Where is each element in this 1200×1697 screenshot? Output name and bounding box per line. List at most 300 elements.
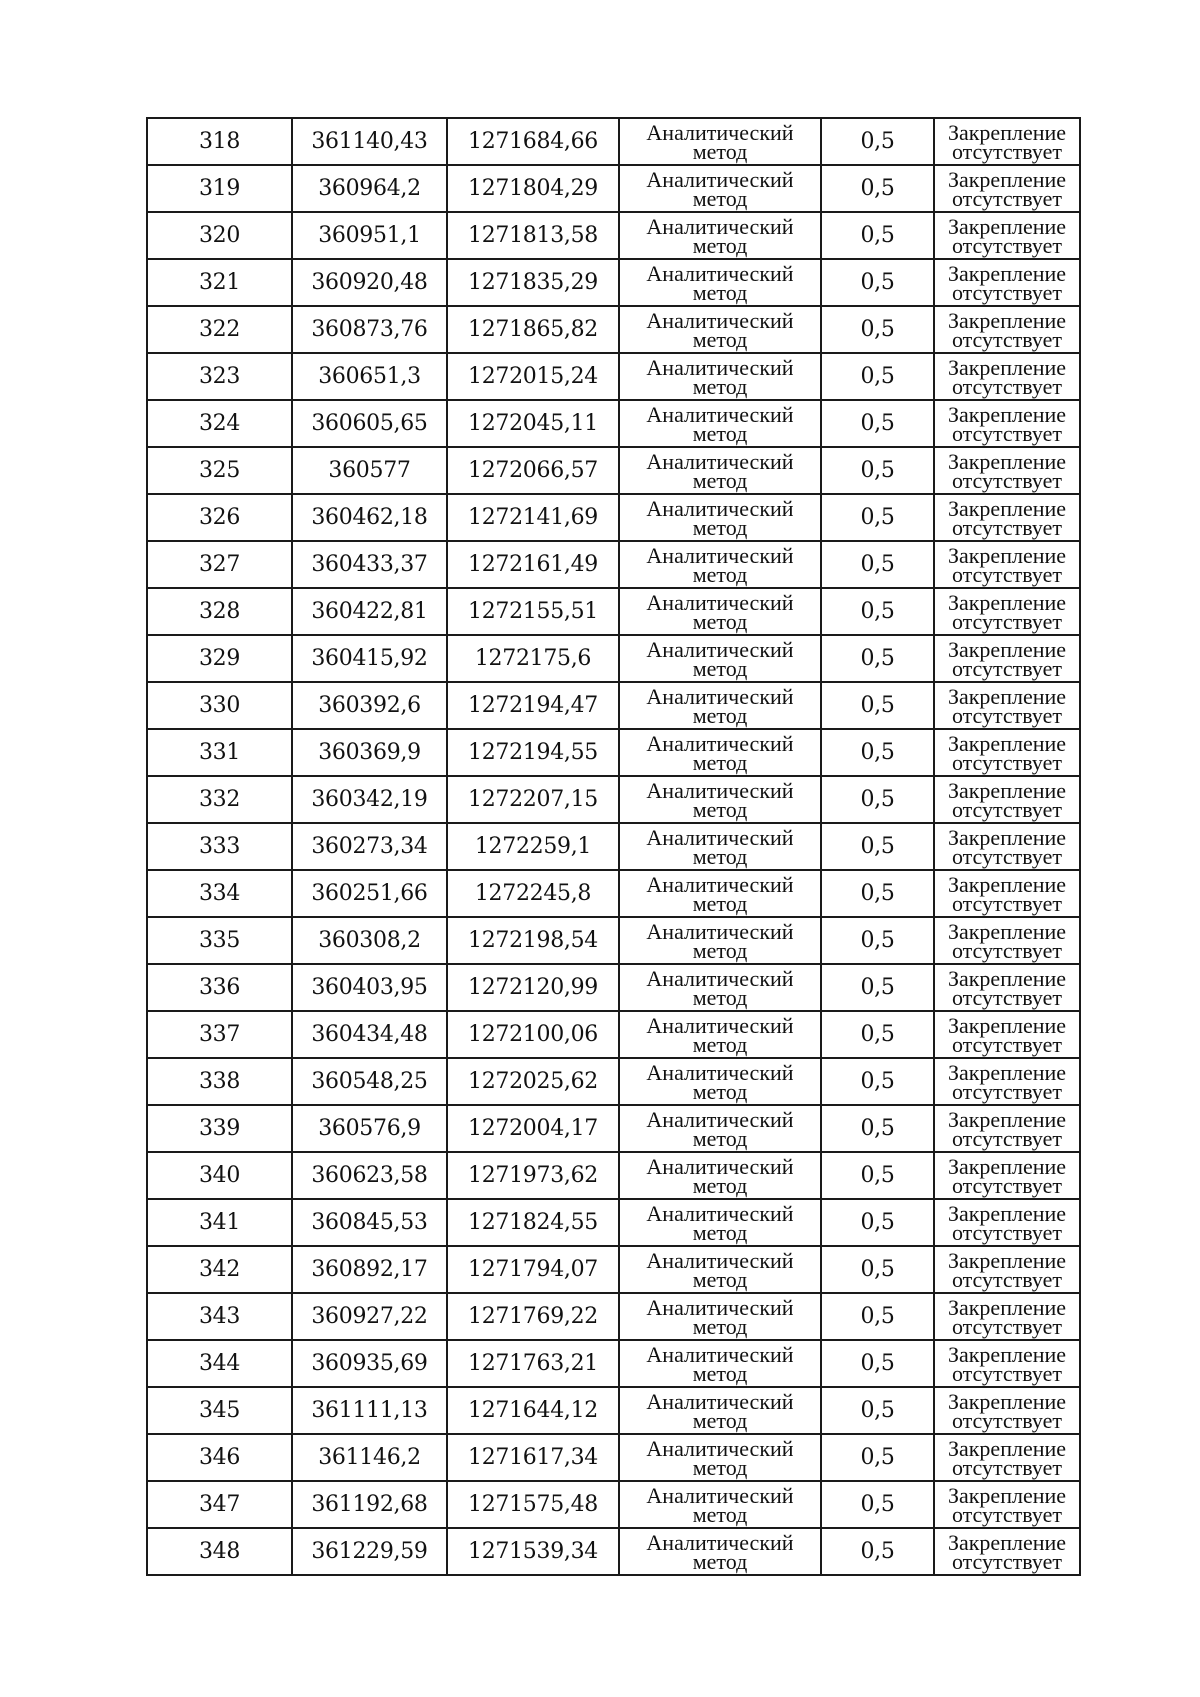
x-coordinate-cell: 360651,3: [292, 353, 447, 400]
accuracy-cell: 0,5: [821, 353, 934, 400]
fixing-cell: [934, 964, 1080, 1011]
table-row: [147, 1058, 1080, 1105]
table-row: [147, 1152, 1080, 1199]
method-line-1: Аналитический: [646, 542, 794, 568]
point-number-cell: 330: [147, 682, 292, 729]
fixing-cell: [934, 1246, 1080, 1293]
fixing-line-2: отсутствует: [951, 1360, 1063, 1386]
x-coordinate-cell: 360415,92: [292, 635, 447, 682]
table-row: [147, 1199, 1080, 1246]
accuracy-cell: 0,5: [821, 1011, 934, 1058]
fixing-line-1: Закрепление: [947, 730, 1067, 756]
method-cell: [619, 682, 821, 729]
accuracy-cell: 0,5: [821, 541, 934, 588]
table-row: [147, 729, 1080, 776]
accuracy-cell: 0,5: [821, 1340, 934, 1387]
point-number-cell: 329: [147, 635, 292, 682]
table-row: [147, 212, 1080, 259]
method-line-2: метод: [692, 279, 748, 305]
x-coordinate-cell: 360605,65: [292, 400, 447, 447]
y-coordinate-cell: 1271539,34: [447, 1528, 619, 1575]
table-row: [147, 541, 1080, 588]
table-row: [147, 1340, 1080, 1387]
fixing-line-2: отсутствует: [951, 420, 1063, 446]
y-coordinate-cell: 1271824,55: [447, 1199, 619, 1246]
point-number-cell: 328: [147, 588, 292, 635]
accuracy-cell: 0,5: [821, 1434, 934, 1481]
y-coordinate-cell: 1272004,17: [447, 1105, 619, 1152]
x-coordinate-cell: 361111,13: [292, 1387, 447, 1434]
fixing-line-1: Закрепление: [947, 260, 1067, 286]
method-line-2: метод: [692, 467, 748, 493]
fixing-line-1: Закрепление: [947, 918, 1067, 944]
method-cell: [619, 917, 821, 964]
method-line-1: Аналитический: [646, 1482, 794, 1508]
point-number-cell: 333: [147, 823, 292, 870]
fixing-cell: [934, 494, 1080, 541]
accuracy-cell: 0,5: [821, 494, 934, 541]
accuracy-cell: 0,5: [821, 870, 934, 917]
x-coordinate-cell: 360576,9: [292, 1105, 447, 1152]
method-line-1: Аналитический: [646, 166, 794, 192]
fixing-line-1: Закрепление: [947, 1059, 1067, 1085]
method-line-1: Аналитический: [646, 730, 794, 756]
accuracy-cell: 0,5: [821, 1199, 934, 1246]
method-cell: [619, 212, 821, 259]
x-coordinate-cell: 360548,25: [292, 1058, 447, 1105]
fixing-line-1: Закрепление: [947, 1388, 1067, 1414]
method-line-2: метод: [692, 232, 748, 258]
x-coordinate-cell: 360403,95: [292, 964, 447, 1011]
method-line-2: метод: [692, 420, 748, 446]
method-line-1: Аналитический: [646, 1012, 794, 1038]
x-coordinate-cell: 360462,18: [292, 494, 447, 541]
x-coordinate-cell: 360935,69: [292, 1340, 447, 1387]
fixing-line-1: Закрепление: [947, 777, 1067, 803]
method-line-2: метод: [692, 1125, 748, 1151]
point-number-cell: 323: [147, 353, 292, 400]
method-line-2: метод: [692, 1360, 748, 1386]
fixing-line-1: Закрепление: [947, 1294, 1067, 1320]
fixing-line-1: Закрепление: [947, 307, 1067, 333]
method-line-1: Аналитический: [646, 636, 794, 662]
point-number-cell: 337: [147, 1011, 292, 1058]
point-number-cell: 331: [147, 729, 292, 776]
table-row: [147, 776, 1080, 823]
fixing-line-2: отсутствует: [951, 1078, 1063, 1104]
point-number-cell: 348: [147, 1528, 292, 1575]
fixing-line-2: отсутствует: [951, 796, 1063, 822]
fixing-cell: [934, 1199, 1080, 1246]
method-line-2: метод: [692, 138, 748, 164]
table-row: [147, 1434, 1080, 1481]
table-row: [147, 1246, 1080, 1293]
method-line-1: Аналитический: [646, 589, 794, 615]
fixing-line-2: отсутствует: [951, 1125, 1063, 1151]
fixing-line-1: Закрепление: [947, 354, 1067, 380]
fixing-line-2: отсутствует: [951, 467, 1063, 493]
x-coordinate-cell: 360927,22: [292, 1293, 447, 1340]
fixing-line-2: отсутствует: [951, 937, 1063, 963]
method-line-2: метод: [692, 937, 748, 963]
fixing-line-2: отсутствует: [951, 138, 1063, 164]
method-cell: [619, 1293, 821, 1340]
fixing-cell: [934, 870, 1080, 917]
fixing-cell: [934, 776, 1080, 823]
fixing-line-1: Закрепление: [947, 166, 1067, 192]
fixing-cell: [934, 118, 1080, 165]
fixing-line-1: Закрепление: [947, 119, 1067, 145]
method-line-2: метод: [692, 890, 748, 916]
method-line-1: Аналитический: [646, 213, 794, 239]
accuracy-cell: 0,5: [821, 635, 934, 682]
y-coordinate-cell: 1271575,48: [447, 1481, 619, 1528]
method-line-1: Аналитический: [646, 1435, 794, 1461]
y-coordinate-cell: 1272066,57: [447, 447, 619, 494]
method-line-1: Аналитический: [646, 1106, 794, 1132]
method-cell: [619, 541, 821, 588]
fixing-cell: [934, 1105, 1080, 1152]
fixing-cell: [934, 353, 1080, 400]
y-coordinate-cell: 1271973,62: [447, 1152, 619, 1199]
method-cell: [619, 729, 821, 776]
method-line-1: Аналитический: [646, 777, 794, 803]
fixing-line-1: Закрепление: [947, 401, 1067, 427]
document-page: [146, 117, 1079, 1576]
fixing-cell: [934, 1058, 1080, 1105]
method-cell: [619, 1528, 821, 1575]
fixing-line-1: Закрепление: [947, 448, 1067, 474]
coordinates-table: [146, 117, 1081, 1576]
fixing-line-1: Закрепление: [947, 1341, 1067, 1367]
method-line-2: метод: [692, 1548, 748, 1574]
method-cell: [619, 588, 821, 635]
x-coordinate-cell: 361140,43: [292, 118, 447, 165]
method-line-1: Аналитический: [646, 1294, 794, 1320]
method-cell: [619, 118, 821, 165]
fixing-line-1: Закрепление: [947, 1482, 1067, 1508]
x-coordinate-cell: 360892,17: [292, 1246, 447, 1293]
method-cell: [619, 1481, 821, 1528]
method-line-1: Аналитический: [646, 918, 794, 944]
table-row: [147, 306, 1080, 353]
method-line-2: метод: [692, 1078, 748, 1104]
accuracy-cell: 0,5: [821, 1293, 934, 1340]
y-coordinate-cell: 1272198,54: [447, 917, 619, 964]
fixing-line-2: отсутствует: [951, 326, 1063, 352]
y-coordinate-cell: 1272045,11: [447, 400, 619, 447]
fixing-cell: [934, 635, 1080, 682]
method-cell: [619, 1199, 821, 1246]
y-coordinate-cell: 1272100,06: [447, 1011, 619, 1058]
fixing-line-1: Закрепление: [947, 495, 1067, 521]
method-line-1: Аналитический: [646, 824, 794, 850]
method-line-1: Аналитический: [646, 119, 794, 145]
fixing-line-2: отсутствует: [951, 984, 1063, 1010]
fixing-line-1: Закрепление: [947, 1435, 1067, 1461]
table-row: [147, 1481, 1080, 1528]
y-coordinate-cell: 1272015,24: [447, 353, 619, 400]
fixing-line-2: отсутствует: [951, 749, 1063, 775]
x-coordinate-cell: 360273,34: [292, 823, 447, 870]
y-coordinate-cell: 1272194,55: [447, 729, 619, 776]
accuracy-cell: 0,5: [821, 118, 934, 165]
fixing-line-2: отсутствует: [951, 890, 1063, 916]
method-line-2: метод: [692, 1266, 748, 1292]
method-line-2: метод: [692, 1219, 748, 1245]
method-line-1: Аналитический: [646, 871, 794, 897]
fixing-line-2: отсутствует: [951, 373, 1063, 399]
y-coordinate-cell: 1271644,12: [447, 1387, 619, 1434]
fixing-line-2: отсутствует: [951, 1031, 1063, 1057]
fixing-line-2: отсутствует: [951, 702, 1063, 728]
method-line-1: Аналитический: [646, 401, 794, 427]
method-line-2: метод: [692, 843, 748, 869]
accuracy-cell: 0,5: [821, 1387, 934, 1434]
point-number-cell: 338: [147, 1058, 292, 1105]
method-cell: [619, 165, 821, 212]
fixing-cell: [934, 259, 1080, 306]
table-row: [147, 917, 1080, 964]
y-coordinate-cell: 1272155,51: [447, 588, 619, 635]
accuracy-cell: 0,5: [821, 1152, 934, 1199]
fixing-line-2: отсутствует: [951, 1172, 1063, 1198]
coordinates-table-body: [147, 118, 1080, 1575]
x-coordinate-cell: 360392,6: [292, 682, 447, 729]
table-row: [147, 494, 1080, 541]
accuracy-cell: 0,5: [821, 588, 934, 635]
method-cell: [619, 823, 821, 870]
accuracy-cell: 0,5: [821, 964, 934, 1011]
fixing-cell: [934, 400, 1080, 447]
x-coordinate-cell: 361192,68: [292, 1481, 447, 1528]
method-line-2: метод: [692, 1501, 748, 1527]
table-row: [147, 1293, 1080, 1340]
accuracy-cell: 0,5: [821, 447, 934, 494]
fixing-line-2: отсутствует: [951, 843, 1063, 869]
fixing-line-2: отсутствует: [951, 1266, 1063, 1292]
method-cell: [619, 776, 821, 823]
fixing-line-2: отсутствует: [951, 185, 1063, 211]
point-number-cell: 336: [147, 964, 292, 1011]
x-coordinate-cell: 361229,59: [292, 1528, 447, 1575]
method-line-1: Аналитический: [646, 495, 794, 521]
x-coordinate-cell: 360433,37: [292, 541, 447, 588]
method-line-2: метод: [692, 655, 748, 681]
fixing-cell: [934, 1152, 1080, 1199]
y-coordinate-cell: 1272025,62: [447, 1058, 619, 1105]
method-line-2: метод: [692, 796, 748, 822]
x-coordinate-cell: 360342,19: [292, 776, 447, 823]
y-coordinate-cell: 1271794,07: [447, 1246, 619, 1293]
point-number-cell: 344: [147, 1340, 292, 1387]
point-number-cell: 341: [147, 1199, 292, 1246]
table-row: [147, 1528, 1080, 1575]
fixing-line-2: отсутствует: [951, 514, 1063, 540]
fixing-cell: [934, 1528, 1080, 1575]
y-coordinate-cell: 1271763,21: [447, 1340, 619, 1387]
table-row: [147, 118, 1080, 165]
accuracy-cell: 0,5: [821, 1246, 934, 1293]
x-coordinate-cell: 360964,2: [292, 165, 447, 212]
method-line-2: метод: [692, 749, 748, 775]
x-coordinate-cell: 360422,81: [292, 588, 447, 635]
accuracy-cell: 0,5: [821, 917, 934, 964]
accuracy-cell: 0,5: [821, 823, 934, 870]
y-coordinate-cell: 1272120,99: [447, 964, 619, 1011]
fixing-line-1: Закрепление: [947, 1200, 1067, 1226]
point-number-cell: 342: [147, 1246, 292, 1293]
x-coordinate-cell: 360951,1: [292, 212, 447, 259]
y-coordinate-cell: 1271804,29: [447, 165, 619, 212]
fixing-cell: [934, 306, 1080, 353]
accuracy-cell: 0,5: [821, 776, 934, 823]
fixing-cell: [934, 447, 1080, 494]
accuracy-cell: 0,5: [821, 1528, 934, 1575]
table-row: [147, 259, 1080, 306]
point-number-cell: 332: [147, 776, 292, 823]
fixing-cell: [934, 1434, 1080, 1481]
fixing-line-1: Закрепление: [947, 1153, 1067, 1179]
point-number-cell: 322: [147, 306, 292, 353]
accuracy-cell: 0,5: [821, 682, 934, 729]
fixing-line-1: Закрепление: [947, 965, 1067, 991]
method-line-2: метод: [692, 185, 748, 211]
method-line-1: Аналитический: [646, 1059, 794, 1085]
table-row: [147, 682, 1080, 729]
method-line-2: метод: [692, 608, 748, 634]
point-number-cell: 326: [147, 494, 292, 541]
method-cell: [619, 306, 821, 353]
method-line-2: метод: [692, 1031, 748, 1057]
method-line-2: метод: [692, 1454, 748, 1480]
fixing-line-2: отсутствует: [951, 1548, 1063, 1574]
point-number-cell: 320: [147, 212, 292, 259]
fixing-cell: [934, 165, 1080, 212]
y-coordinate-cell: 1271769,22: [447, 1293, 619, 1340]
method-cell: [619, 259, 821, 306]
x-coordinate-cell: 360577: [292, 447, 447, 494]
fixing-line-1: Закрепление: [947, 213, 1067, 239]
fixing-line-1: Закрепление: [947, 1247, 1067, 1273]
fixing-line-2: отсутствует: [951, 655, 1063, 681]
fixing-cell: [934, 212, 1080, 259]
method-line-1: Аналитический: [646, 1529, 794, 1555]
fixing-cell: [934, 917, 1080, 964]
x-coordinate-cell: 360873,76: [292, 306, 447, 353]
method-line-1: Аналитический: [646, 354, 794, 380]
point-number-cell: 343: [147, 1293, 292, 1340]
method-line-2: метод: [692, 1313, 748, 1339]
point-number-cell: 334: [147, 870, 292, 917]
accuracy-cell: 0,5: [821, 306, 934, 353]
point-number-cell: 325: [147, 447, 292, 494]
fixing-line-2: отсутствует: [951, 279, 1063, 305]
accuracy-cell: 0,5: [821, 259, 934, 306]
accuracy-cell: 0,5: [821, 212, 934, 259]
y-coordinate-cell: 1271865,82: [447, 306, 619, 353]
point-number-cell: 346: [147, 1434, 292, 1481]
method-cell: [619, 964, 821, 1011]
fixing-cell: [934, 823, 1080, 870]
method-cell: [619, 870, 821, 917]
method-line-1: Аналитический: [646, 683, 794, 709]
fixing-line-2: отсутствует: [951, 561, 1063, 587]
fixing-line-2: отсутствует: [951, 1313, 1063, 1339]
fixing-line-1: Закрепление: [947, 871, 1067, 897]
table-row: [147, 165, 1080, 212]
method-line-1: Аналитический: [646, 448, 794, 474]
fixing-cell: [934, 1387, 1080, 1434]
point-number-cell: 339: [147, 1105, 292, 1152]
fixing-cell: [934, 541, 1080, 588]
method-line-2: метод: [692, 373, 748, 399]
method-line-1: Аналитический: [646, 1341, 794, 1367]
x-coordinate-cell: 360920,48: [292, 259, 447, 306]
fixing-line-1: Закрепление: [947, 1529, 1067, 1555]
y-coordinate-cell: 1271617,34: [447, 1434, 619, 1481]
method-cell: [619, 1011, 821, 1058]
table-row: [147, 635, 1080, 682]
y-coordinate-cell: 1272161,49: [447, 541, 619, 588]
point-number-cell: 319: [147, 165, 292, 212]
fixing-line-2: отсутствует: [951, 1501, 1063, 1527]
fixing-line-2: отсутствует: [951, 232, 1063, 258]
table-row: [147, 447, 1080, 494]
method-line-2: метод: [692, 702, 748, 728]
table-row: [147, 400, 1080, 447]
fixing-line-1: Закрепление: [947, 542, 1067, 568]
fixing-line-1: Закрепление: [947, 1012, 1067, 1038]
point-number-cell: 318: [147, 118, 292, 165]
method-cell: [619, 447, 821, 494]
table-row: [147, 1105, 1080, 1152]
table-row: [147, 964, 1080, 1011]
fixing-cell: [934, 588, 1080, 635]
table-row: [147, 823, 1080, 870]
method-line-1: Аналитический: [646, 1247, 794, 1273]
table-row: [147, 1011, 1080, 1058]
method-line-1: Аналитический: [646, 1200, 794, 1226]
point-number-cell: 324: [147, 400, 292, 447]
fixing-line-2: отсутствует: [951, 1407, 1063, 1433]
method-line-1: Аналитический: [646, 260, 794, 286]
x-coordinate-cell: 361146,2: [292, 1434, 447, 1481]
x-coordinate-cell: 360308,2: [292, 917, 447, 964]
fixing-line-1: Закрепление: [947, 589, 1067, 615]
x-coordinate-cell: 360434,48: [292, 1011, 447, 1058]
fixing-line-1: Закрепление: [947, 636, 1067, 662]
point-number-cell: 340: [147, 1152, 292, 1199]
y-coordinate-cell: 1272175,6: [447, 635, 619, 682]
point-number-cell: 321: [147, 259, 292, 306]
point-number-cell: 345: [147, 1387, 292, 1434]
y-coordinate-cell: 1272141,69: [447, 494, 619, 541]
method-cell: [619, 1105, 821, 1152]
method-cell: [619, 635, 821, 682]
method-cell: [619, 1058, 821, 1105]
method-line-1: Аналитический: [646, 307, 794, 333]
fixing-line-1: Закрепление: [947, 824, 1067, 850]
point-number-cell: 347: [147, 1481, 292, 1528]
x-coordinate-cell: 360369,9: [292, 729, 447, 776]
table-row: [147, 1387, 1080, 1434]
fixing-cell: [934, 729, 1080, 776]
accuracy-cell: 0,5: [821, 165, 934, 212]
method-cell: [619, 400, 821, 447]
fixing-line-1: Закрепление: [947, 683, 1067, 709]
method-line-2: метод: [692, 514, 748, 540]
